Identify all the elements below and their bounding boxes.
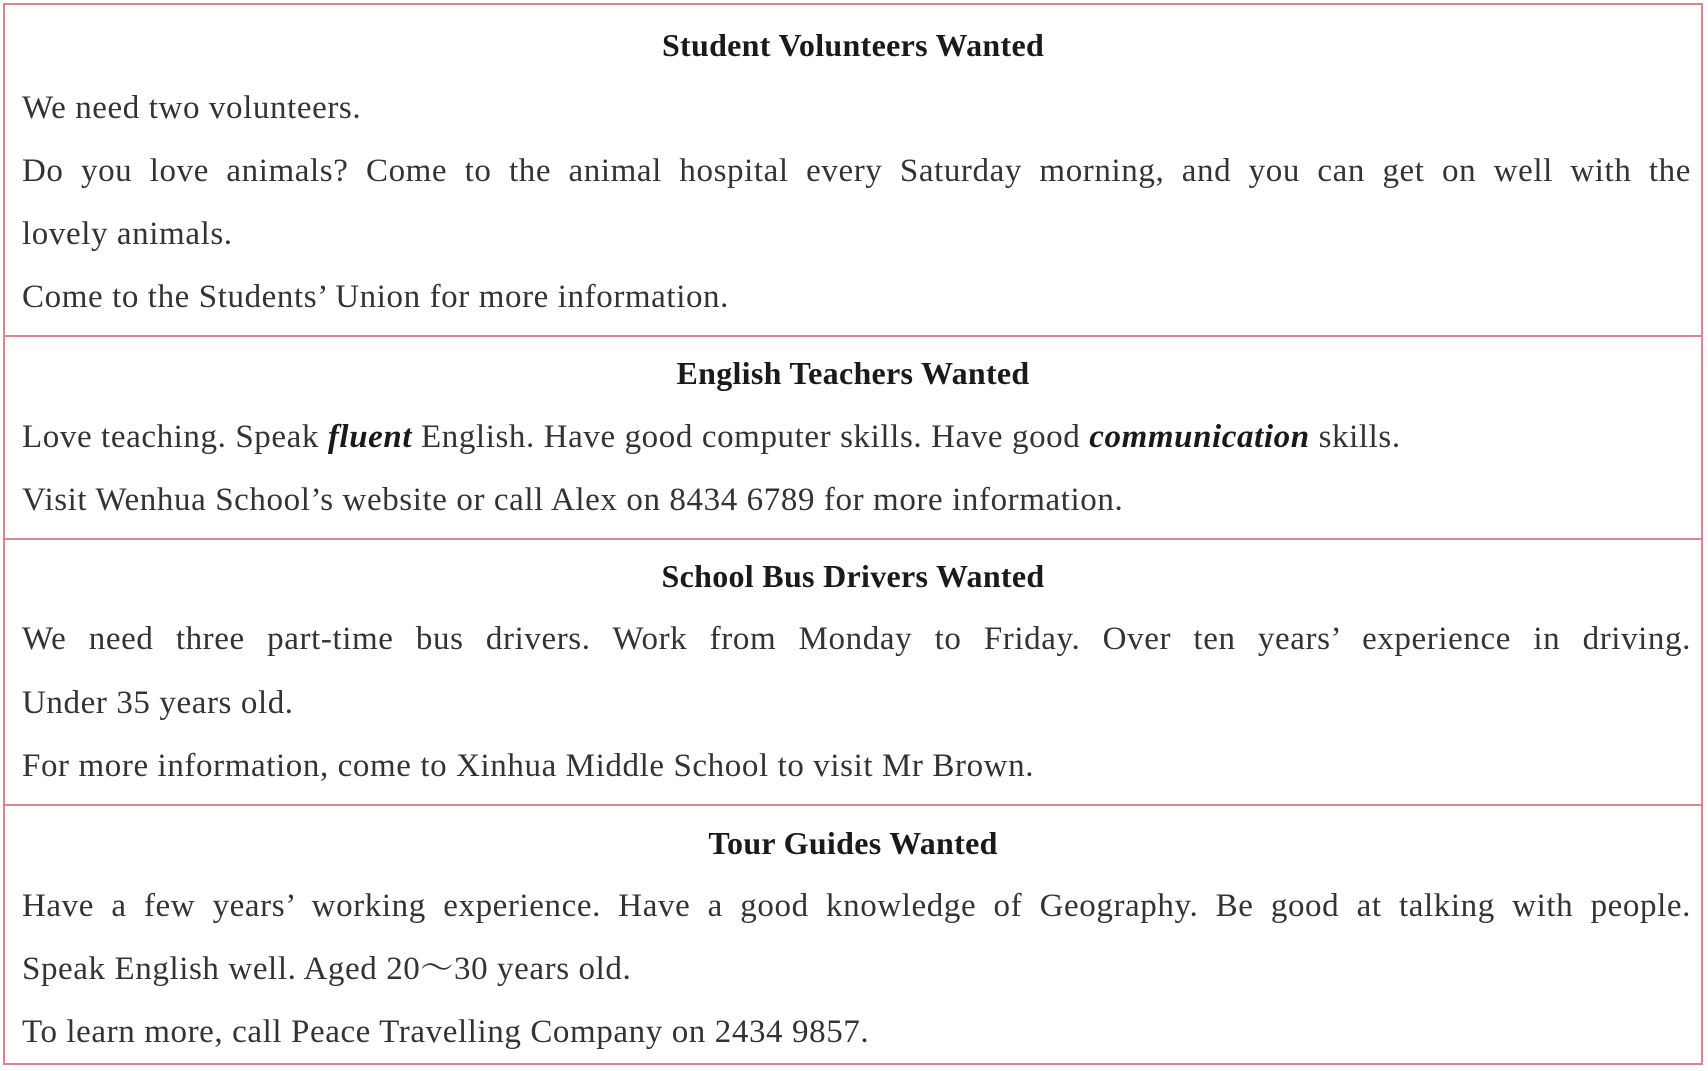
- ad-text-line: lovely animals.: [22, 216, 233, 252]
- ad-text-line: Under 35 years old.: [22, 685, 294, 721]
- job-ads-table: [3, 3, 1703, 1065]
- ad-student-volunteers: [5, 5, 1701, 337]
- ad-title: Tour Guides Wanted: [708, 825, 998, 861]
- ad-text-line: For more information, come to Xinhua Middle School to visit Mr Brown.: [22, 748, 1035, 784]
- ad-text-line: Speak English well. Aged 20～30 years old.: [22, 951, 632, 987]
- keyword-communication: communication: [1089, 419, 1310, 455]
- ad-text-line: We need two volunteers.: [22, 90, 362, 126]
- ad-title: English Teachers Wanted: [676, 355, 1030, 391]
- ad-text-line: Visit Wenhua School’s website or call Alex on 8434 6789 for more information.: [22, 482, 1124, 518]
- ad-text: Love teaching. Speak: [22, 419, 328, 455]
- ad-text-line: Have a few years’ working experience. Have a good knowledge of Geography. Be good at talking with people.: [22, 888, 1691, 924]
- ad-school-bus-drivers: [5, 540, 1701, 806]
- ad-title: Student Volunteers Wanted: [661, 27, 1045, 63]
- ad-text-line: Come to the Students’ Union for more information.: [22, 279, 730, 315]
- ad-text: skills.: [1309, 419, 1401, 455]
- ad-text-line: [22, 417, 1691, 457]
- ad-title: School Bus Drivers Wanted: [661, 558, 1045, 594]
- ad-text-line: Do you love animals? Come to the animal hospital every Saturday morning, and you can get on well with the: [22, 153, 1691, 189]
- ad-tour-guides: [5, 806, 1701, 1067]
- ad-text-line: We need three part-time bus drivers. Work from Monday to Friday. Over ten years’ experience in driving.: [22, 621, 1691, 657]
- keyword-fluent: fluent: [327, 419, 413, 455]
- ad-text-line: To learn more, call Peace Travelling Company on 2434 9857.: [22, 1014, 870, 1050]
- ad-english-teachers: [5, 337, 1701, 540]
- ad-text: English. Have good computer skills. Have good: [412, 419, 1090, 455]
